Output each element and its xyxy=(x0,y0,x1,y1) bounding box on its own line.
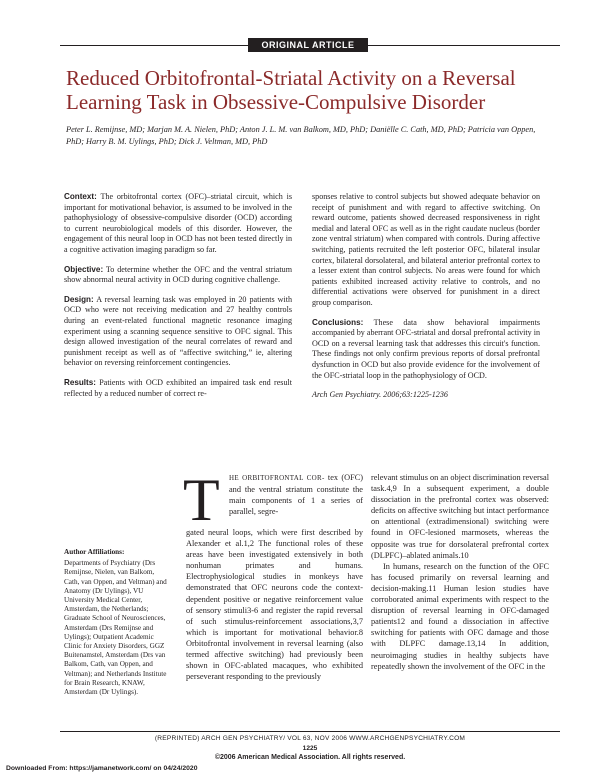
copyright: ©2006 American Medical Association. All rights reserved. xyxy=(214,754,406,761)
abstract-col-right xyxy=(312,192,540,410)
results-continued: sponses relative to control subjects but showed adequate behavior on receipt of punishment and with regard to affective switching. On reward outcome, patients showed decreased responsiveness in right medial and lateral OFC as well as in the right caudate nucleus (border zone ventral striatum) when compared with controls. During affective switching, patients recruited the left posterior OFC, bilateral insular cortex, bilateral dorsolateral, and bilateral anterior prefrontal cortex to a lesser extent than control subjects. No areas were found for which patients exhibited increased activity relative to controls, and no differential activations were observed for punishment in a direct group comparison. xyxy=(312,192,540,307)
author-affiliations xyxy=(64,548,170,697)
body-col2-top xyxy=(229,472,363,517)
affiliations-heading: Author Affiliations: xyxy=(64,548,125,556)
drop-cap: T xyxy=(183,467,220,533)
footer-rule xyxy=(60,731,560,732)
conclusions-text: These data show behavioral impairments accompanied by aberrant OFC-striatal and dorsal prefrontal activity in OCD on a reversal learning task that addresses this circuit's function. These findings not only confirm previous reports of dorsal prefrontal dysfunction in OCD but also provide evidence for the involvement of the OFC-striatal loop in the pathophysiology of OCD. xyxy=(312,317,540,380)
abstract-results xyxy=(64,378,292,399)
body-col3 xyxy=(371,472,549,672)
author-list: Peter L. Remijnse, MD; Marjan M. A. Nielen, PhD; Anton J. L. M. van Balkom, MD, PhD; Daniëlle C. Cath, MD, PhD; Patricia van Oppen, PhD; Harry B. M. Uylings, PhD; Dick J. Veltman, MD, PhD xyxy=(66,125,536,146)
context-text: The orbitofrontal cortex (OFC)–striatal circuit, which is important for motivational behavior, is assumed to be involved in the pathophysiology of obsessive-compulsive disorder (OCD) according to current neurobiological models of this disorder. However, the engagement of this neural loop in OCD has not been tested directly in a cognitive activation imaging paradigm so far. xyxy=(64,192,292,254)
article-title: Reduced Orbitofrontal-Striatal Activity on a Reversal Learning Task in Obsessive-Compulsive Disorder xyxy=(66,66,516,114)
footer-journal-line: (REPRINTED) ARCH GEN PSYCHIATRY/ VOL 63, NOV 2006 WWW.ARCHGENPSYCHIATRY.COM xyxy=(154,735,466,742)
journal-citation: Arch Gen Psychiatry. 2006;63:1225-1236 xyxy=(312,390,448,400)
design-text: A reversal learning task was employed in 20 patients with OCD who were not receiving medication and 27 healthy controls during an event-related functional magnetic resonance imaging experiment using a scanning sequence sensitive to OFC signal. This design allowed investigation of the neural correlates of reward and punishment receipt as well as of “affective switching,” ie, altering behavior on reversing reinforcement contingencies. xyxy=(64,294,292,368)
design-label: Design: xyxy=(64,294,94,304)
article-type-badge: ORIGINAL ARTICLE xyxy=(248,38,368,52)
body-col2: gated neural loops, which were first described by Alexander et al.1,2 The functional roles of these areas have been investigated extensively in both nonhuman primates and humans. Electrophysiological studies in monkeys have demonstrated that OFC neurons code the context-dependent positive or negative reinforcement value of sensory stimuli3-6 and register the rapid reversal of such stimulus-reinforcement associations,3,7 which is important for motivational behavior.8 Orbitofrontal involvement in reversal learning (also termed affective switching) had previously been shown in OFC-ablated macaques, who exhibited perseverant responding to the previously xyxy=(186,528,363,682)
objective-label: Objective: xyxy=(64,264,104,274)
results-text: Patients with OCD exhibited an impaired task end result reflected by a reduced number of correct re- xyxy=(64,377,292,398)
abstract-design xyxy=(64,295,292,369)
abstract-objective xyxy=(64,265,292,286)
col3-paragraph-2: In humans, research on the function of the OFC has focused primarily on reversal learning and decision-making.11 Human lesion studies have corroborated animal experiments with respect to the disruption of reversal learning in OFC-damaged patients12 and found a dissociation in affective switching for patients with OFC damage and those with DLPFC damage.13,14 In addition, neuroimaging studies in healthy subjects have repeatedly shown the involvement of the OFC in the xyxy=(371,561,549,671)
abstract-context xyxy=(64,192,292,256)
col3-paragraph-1: relevant stimulus on an object discrimination reversal task.4,9 In a subsequent experiment, a double dissociation in the prefrontal cortex was observed: deficits on affective switching but intact performance on attentional (extradimensional) switching were found in OFC-lesioned marmosets, whereas the opposite was true for dorsolateral prefrontal cortex (DLPFC)–ablated animals.10 xyxy=(371,473,549,560)
objective-text: To determine whether the OFC and the ventral striatum show abnormal neural activity in OCD during cognitive challenge. xyxy=(64,264,292,285)
results-label: Results: xyxy=(64,377,96,387)
conclusions-label: Conclusions: xyxy=(312,317,364,327)
context-label: Context: xyxy=(64,192,97,201)
opening-smallcaps: HE ORBITOFRONTAL COR- xyxy=(229,474,325,482)
col2-top-text: tex (OFC) and the ventral striatum constitute the main components of 1 a series of parallel, segre- xyxy=(229,473,363,517)
affiliations-text: Departments of Psychiatry (Drs Remijnse, Nielen, van Balkom, Cath, van Oppen, and Veltman) and Anatomy (Dr Uylings), VU University Medical Center, Amsterdam, the Netherlands; Graduate School of Neurosciences, Amsterdam (Drs Remijnse and Uylings); Outpatient Academic Clinic for Anxiety Disorders, GGZ Buitenamstel, Amsterdam (Drs van Balkom, Cath, van Oppen, and Veltman); and Netherlands Institute for Brain Research, KNAW, Amsterdam (Dr Uylings). xyxy=(64,559,167,697)
abstract-col-left xyxy=(64,192,292,408)
abstract-conclusions xyxy=(312,318,540,382)
download-notice: Downloaded From: https://jamanetwork.com/ on 04/24/2020 xyxy=(6,765,198,772)
page-number: 1225 xyxy=(302,745,318,752)
